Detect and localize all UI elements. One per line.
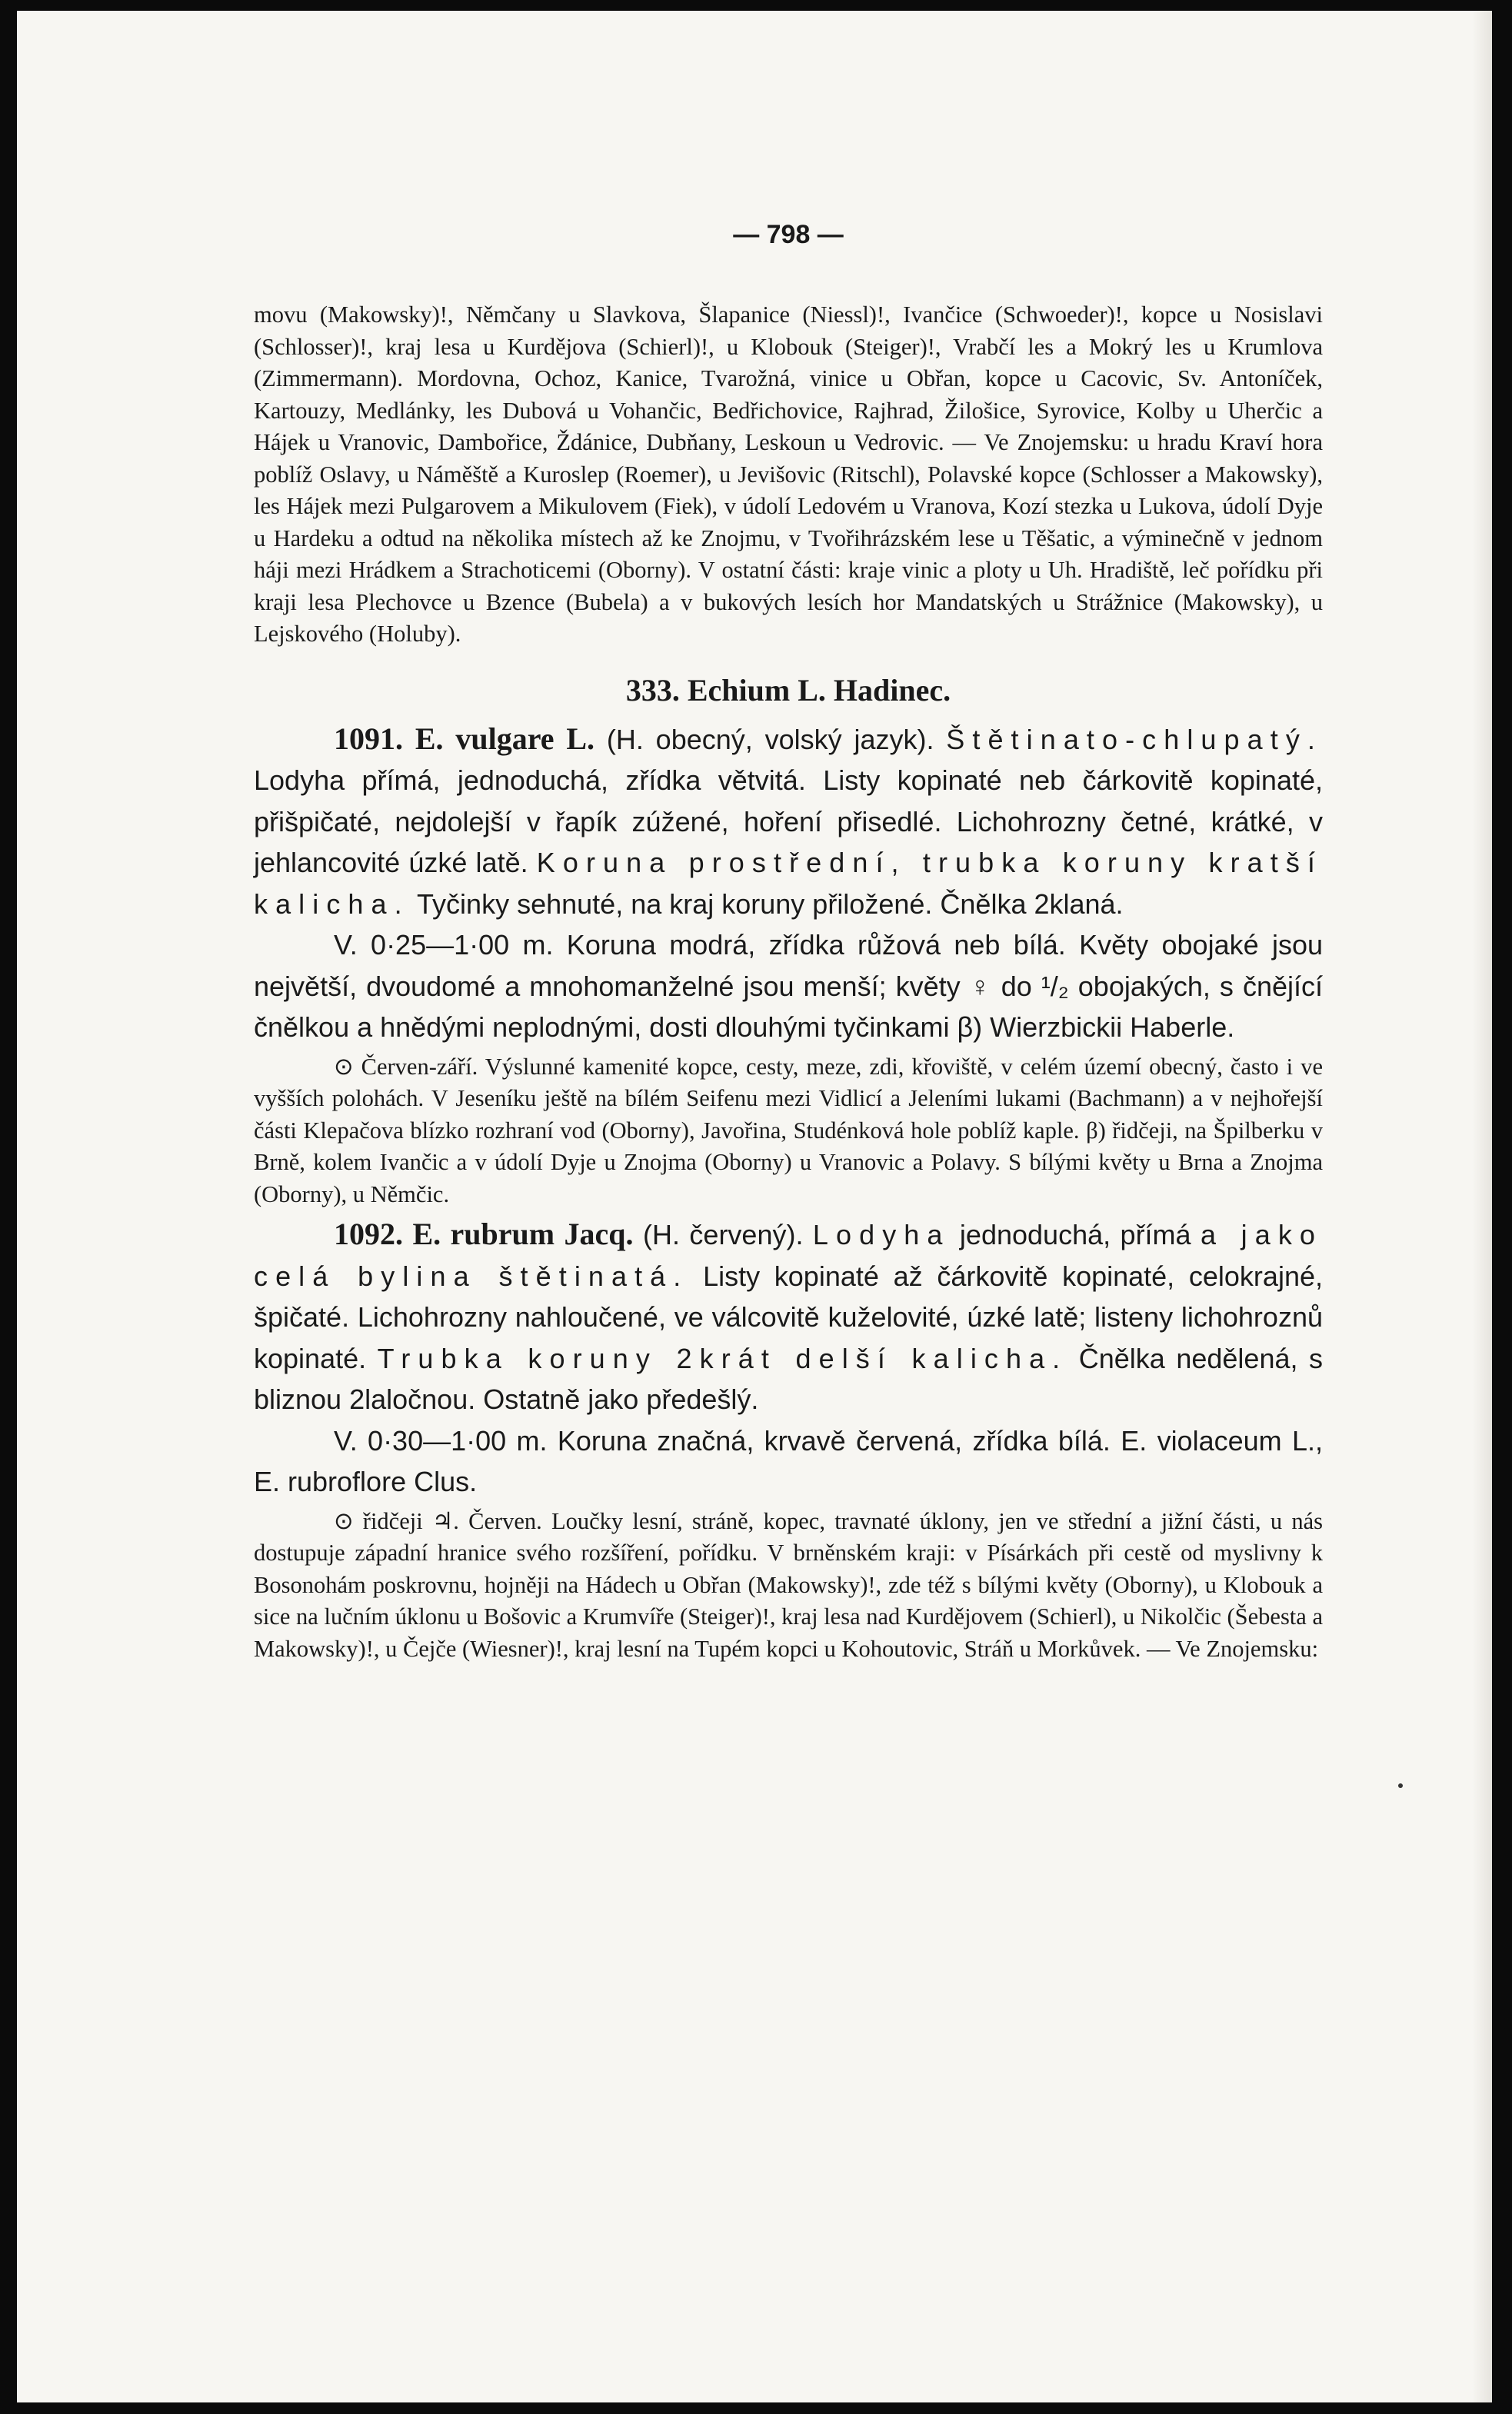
distribution-continuation: movu (Makowsky)!, Němčany u Slavkova, Šlapanice (Niessl)!, Ivančice (Schwoeder)!, kopce u Nosislavi (Schlosser)!, kraj lesa u Kurdějova (Schierl)!, u Klobouk (Steiger)!, Vrabčí les a Mokrý les u Krumlova (Zimmermann). Mordovna, Ochoz, Kanice, Tvarožná, vinice u Obřan, kopce u Cacovic, Sv. Antoníček, Kartouzy, Medlánky, les Dubová u Vohančic, Bedřichovice, Rajhrad, Žilošice, Syrovice, Kolby u Uherčic a Hájek u Vranovic, Dambořice, Ždánice, Dubňany, Leskoun u Vedrovic. — Ve Znojemsku: u hradu Kraví hora poblíž Oslavy, u Náměště a Kuroslep (Roemer), u Jevišovic (Ritschl), Polavské kopce (Schlosser a Makowsky), les Hájek mezi Pulgarovem a Mikulovem (Fiek), v údolí Ledovém u Vranova, Kozí stezka u Lukova, údolí Dyje u Hardeku a odtud na několika místech až ke Znojmu, v Tvořihrázském lese u Těšatic, a výminečně v jednom háji mezi Hrádkem a Strachoticemi (Oborny). V ostatní části: kraje vinic a ploty u Uh. Hradiště, leč pořídku při kraji lesa Plechovce u Bzence (Bubela) a v bukových lesích hor Mandatských u Strážnice (Makowsky), u Lejskového (Holuby). bbox=[254, 301, 1323, 647]
page-content bbox=[254, 220, 1323, 1665]
scanned-page bbox=[17, 11, 1492, 2402]
species-1092-stem-desc: jednoduchá, přímá bbox=[950, 1219, 1201, 1250]
species-1092-occurrence bbox=[254, 1506, 1323, 1666]
species-1091-common-names: (H. obecný, volský jazyk). bbox=[594, 723, 947, 755]
species-1092-bristly: a jako celá bylina štětinatá. bbox=[254, 1219, 1323, 1292]
species-1092-common-name: (H. červený). bbox=[633, 1219, 813, 1250]
species-1091-description bbox=[254, 718, 1323, 925]
species-1091-stamens: Tyčinky sehnuté, na kraj koruny přiložené. Čnělka 2klaná. bbox=[409, 887, 1124, 920]
species-1091-number: 1091. bbox=[334, 721, 403, 756]
species-1092-number: 1092. bbox=[334, 1217, 403, 1251]
page-edge-shadow bbox=[1472, 11, 1492, 2402]
ink-speck bbox=[1398, 1783, 1403, 1788]
page-number: — 798 — bbox=[733, 220, 844, 249]
species-1091-occurrence bbox=[254, 1051, 1323, 1211]
species-1091-corolla-trait: Koruna prostřední, trubka koruny kratší kalicha. bbox=[254, 847, 1323, 920]
species-1092-style: Čnělka nedělená, s bliznou 2laločnou. Ostatně jako předešlý. bbox=[254, 1342, 1323, 1415]
species-1091-occurrence-text: Červen-září. Výslunné kamenité kopce, cesty, meze, zdi, křoviště, v celém území obecný, často i ve vyšších polohách. V Jeseníku ještě na bílém Seifenu mezi Vidlicí a Jeleními lukami (Bachmann) a v nejhořejší části Klepačova blízko rozhraní vod (Oborny), Javořina, Studénková hole poblíž kaple. β) řidčeji, na Špilberku v Brně, kolem Ivančic a v údolí Dyje u Znojma (Oborny) u Vranovic a Polavy. S bílými květy u Brna a Znojma (Oborny), u Němčic. bbox=[254, 1053, 1323, 1207]
biennial-symbol-icon: ⊙ bbox=[334, 1053, 354, 1080]
biennial-symbol-icon: ⊙ bbox=[334, 1507, 354, 1535]
species-1092-leaves: Listy kopinaté až čárkovitě kopinaté, celokrajné, špičaté. Lichohrozny nahloučené, ve válcovitě kuželovité, úzké latě; listeny lichohroznů kopinaté. bbox=[254, 1260, 1323, 1374]
species-1092-flowering: V. 0·30—1·00 m. Koruna značná, krvavě červená, zřídka bílá. E. violaceum L., E. rubroflore Clus. bbox=[254, 1424, 1323, 1497]
species-1091-flowering: V. 0·25—1·00 m. Koruna modrá, zřídka růžová neb bílá. Květy obojaké jsou největší, dvoudomé a mnohomanželné jsou menší; květy ♀ do ¹/₂ obojakých, s čnějící čnělkou a hnědými neplodnými, dosti dlouhými tyčinkami β) Wierzbickii Haberle. bbox=[254, 929, 1323, 1043]
species-1091-stem-leaves: Lodyha přímá, jednoduchá, zřídka větvitá. Listy kopinaté neb čárkovitě kopinaté, přišpičaté, nejdolejší v řapík zúžené, hoření přisedlé. Lichohrozny četné, krátké, v jehlancovité úzké latě. bbox=[254, 764, 1323, 878]
species-1092-corolla-tube: Trubka koruny 2krát delší kalicha. bbox=[377, 1342, 1068, 1374]
species-1092-occurrence-text: řidčeji ♃. Červen. Loučky lesní, stráně, kopec, travnaté úklony, jen ve střední a jižní části, u nás dostupuje západní hranice svého rozšíření, pořídku. V brněnském kraji: v Písárkách při cestě od myslivny k Bosonohám poskrovnu, hojněji na Hádech u Obřan (Makowsky)!, zde též s bílými květy (Oborny), u Klobouk a sice na lučním úklonu u Bošovic a Krumvíře (Steiger)!, kraj lesa nad Kurdějovem (Schierl), u Nikolčic (Šebesta a Makowsky)!, u Čejče (Wiesner)!, kraj lesní na Tupém kopci u Kohoutovic, Stráň u Morkůvek. — Ve Znojemsku: bbox=[254, 1507, 1323, 1662]
species-1092-name: E. rubrum Jacq. bbox=[412, 1217, 634, 1251]
species-1091-key-trait: Štětinato-chlupatý. bbox=[946, 723, 1323, 755]
genus-heading: 333. Echium L. Hadinec. bbox=[625, 672, 951, 708]
species-1091-name: E. vulgare L. bbox=[415, 721, 595, 756]
species-1092-stem: Lodyha bbox=[812, 1219, 951, 1250]
species-1092-description bbox=[254, 1214, 1323, 1420]
